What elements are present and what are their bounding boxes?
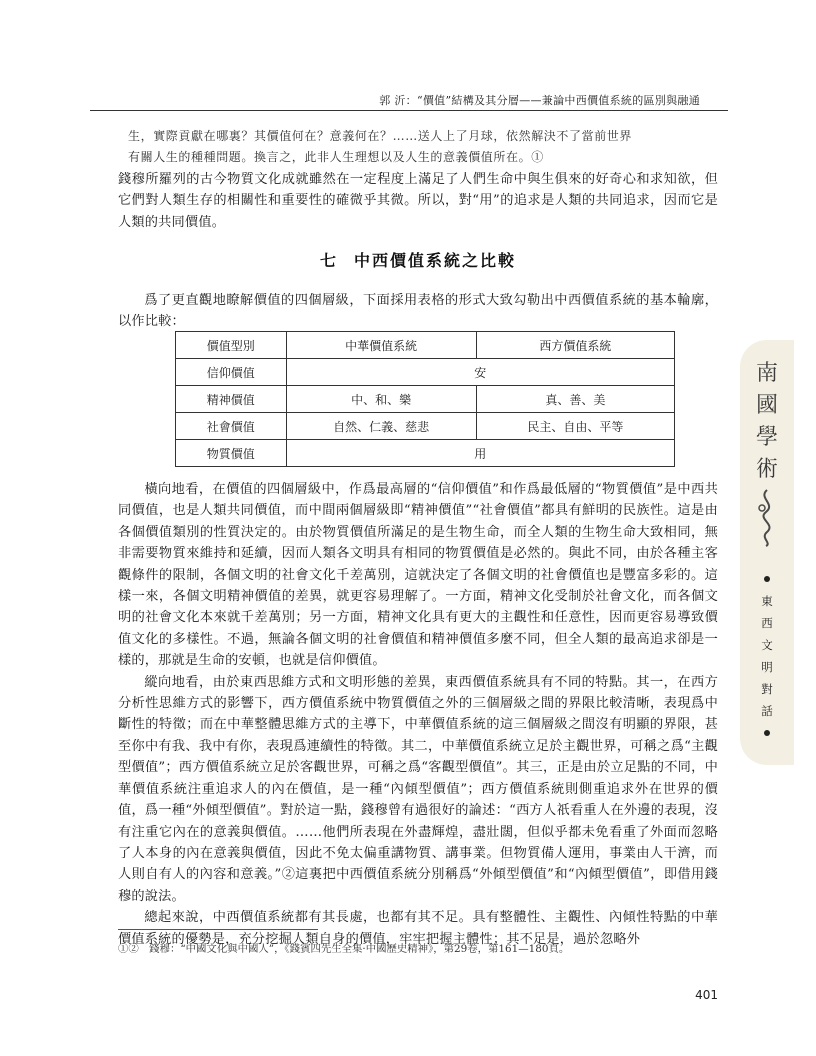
page-number: 401 [695, 988, 718, 1002]
paragraph-text: 橫向地看，在價值的四個層級中，作爲最高層的“信仰價值”和作爲最低層的“物質價值”是中西共同價值，也是人類共同價值，而中間兩個層級即“精神價值”“社會價值”都具有鮮明的民族性。這是由各個價值類別的性質決定的。由於物質價值所滿足的是生物生命，而全人類的生物生命大致相同，無非需要物質來維持和延續，因而人類各文明具有相同的物質價值是必然的。與此不同，由於各種主客觀條件的限制，各個文明的社會文化千差萬別，這就決定了各個文明的社會價值也是豐富多彩的。這樣一來，各個文明精神價值的差異，就更容易理解了。一方面，精神文化受制於社會文化，而各個文明的社會文化本來就千差萬別；另一方面，精神文化具有更大的主觀性和任意性，因而更容易導致價值文化的多樣性。不過，無論各個文明的社會價值和精神價值多麼不同，但全人類的最高追求卻是一樣的，那就是生命的安頓，也就是信仰價值。 [118, 482, 718, 669]
table-header-cell: 中華價值系統 [286, 332, 476, 359]
section-heading [118, 248, 718, 271]
column-char: 西 [761, 616, 773, 630]
table-header-row [176, 332, 675, 359]
row-label: 精神價值 [176, 386, 287, 413]
quote-line: 有關人生的種種問題。換言之，此非人生理想以及人生的意義價值所在。① [128, 150, 544, 164]
table-row [176, 359, 675, 386]
table-header-cell: 價值型別 [176, 332, 287, 359]
table-row [176, 440, 675, 467]
side-calligraphy-title [740, 358, 794, 486]
bullet-dot-icon [764, 576, 770, 582]
value-comparison-table [175, 331, 675, 467]
running-header: 郭 沂：“價值”結構及其分層——兼論中西價值系統的區別與融通 [379, 94, 700, 107]
paragraph [118, 290, 718, 333]
block-quote [128, 126, 718, 168]
section-title: 中西價值系統之比較 [354, 251, 517, 270]
row-label: 信仰價值 [176, 359, 287, 386]
bullet-dot-icon [764, 730, 770, 736]
body-text [118, 479, 718, 950]
paragraph-text: 總起來說，中西價值系統都有其長處，也都有其不足。具有整體性、主觀性、內傾性特點的中華價值系統的優勢是，充分挖掘人類自身的價值，牢牢把握主體性；其不足是，過於忽略外 [118, 910, 718, 947]
column-char: 文 [761, 638, 773, 652]
side-tab [740, 340, 794, 765]
calligraphy-char: 術 [755, 457, 778, 482]
column-char: 明 [761, 660, 773, 674]
side-column-title [740, 568, 794, 744]
column-char: 話 [761, 704, 773, 718]
quote-line: 生，實際貢獻在哪裏？其價值何在？意義何在？……送人上了月球，依然解決不了當前世界 [128, 129, 633, 143]
table-header-cell: 西方價值系統 [476, 332, 674, 359]
paragraph [118, 169, 718, 233]
section-number: 七 [319, 251, 338, 270]
table-row [176, 413, 675, 440]
column-char: 東 [761, 594, 773, 608]
table-cell: 民主、自由、平等 [476, 413, 674, 440]
row-label: 物質價值 [176, 440, 287, 467]
calligraphy-char: 學 [755, 425, 778, 450]
merged-cell: 安 [286, 359, 674, 386]
footnote-rule [118, 929, 318, 930]
column-char: 對 [761, 682, 773, 696]
calligraphy-char: 南 [755, 361, 778, 386]
table-cell: 中、和、樂 [286, 386, 476, 413]
paragraph-text: 爲了更直觀地瞭解價值的四個層級，下面採用表格的形式大致勾勒出中西價值系統的基本輪廓，以作比較： [118, 293, 718, 330]
paragraph-text: 縱向地看，由於東西思維方式和文明形態的差異，東西價值系統具有不同的特點。其一，在西方分析性思維方式的影響下，西方價值系統中物質價值之外的三個層級之間的界限比較清晰，表現爲中斷性的特徵；而在中華整體思維方式的主導下，中華價值系統的這三個層級之間沒有明顯的界限，甚至你中有我、我中有你，表現爲連續性的特徵。其二，中華價值系統立足於主觀世界，可稱之爲“主觀型價值”；西方價值系統立足於客觀世界，可稱之爲“客觀型價值”。其三，正是由於立足點的不同，中華價值系統注重追求人的內在價值，是一種“內傾型價值”；西方價值系統則側重追求外在世界的價值，爲一種“外傾型價值”。對於這一點，錢穆曾有過很好的論述：“西方人祇看重人在外邊的表現，沒有注重它內在的意義與價值。……他們所表現在外盡輝煌，盡壯闊，但似乎都未免看重了外面而忽略了人本身的內在意義與價值，因此不免太偏重講物質、講事業。但物質備人運用，事業由人干濟，而人則自有人的內容和意義。”②這裏把中西價值系統分別稱爲“外傾型價值”和“內傾型價值”，即借用錢穆的說法。 [118, 674, 718, 904]
table-cell: 自然、仁義、慈悲 [286, 413, 476, 440]
table-row [176, 386, 675, 413]
calligraphy-char: 國 [755, 393, 778, 418]
row-label: 社會價值 [176, 413, 287, 440]
calligraphy-seal-icon [754, 488, 780, 548]
paragraph-text: 錢穆所羅列的古今物質文化成就雖然在一定程度上滿足了人們生命中與生俱來的好奇心和求知欲，但它們對人類生存的相關性和重要性的確微乎其微。所以，對“用”的追求是人類的共同追求，因而它是人類的共同價值。 [118, 172, 718, 230]
table-cell: 真、善、美 [476, 386, 674, 413]
header-rule [90, 110, 728, 111]
footnote: ①② 錢穆：“中國文化與中國人”，《錢賓四先生全集·中國歷史精神》，第29卷，第161—180頁。 [118, 943, 570, 955]
merged-cell: 用 [286, 440, 674, 467]
